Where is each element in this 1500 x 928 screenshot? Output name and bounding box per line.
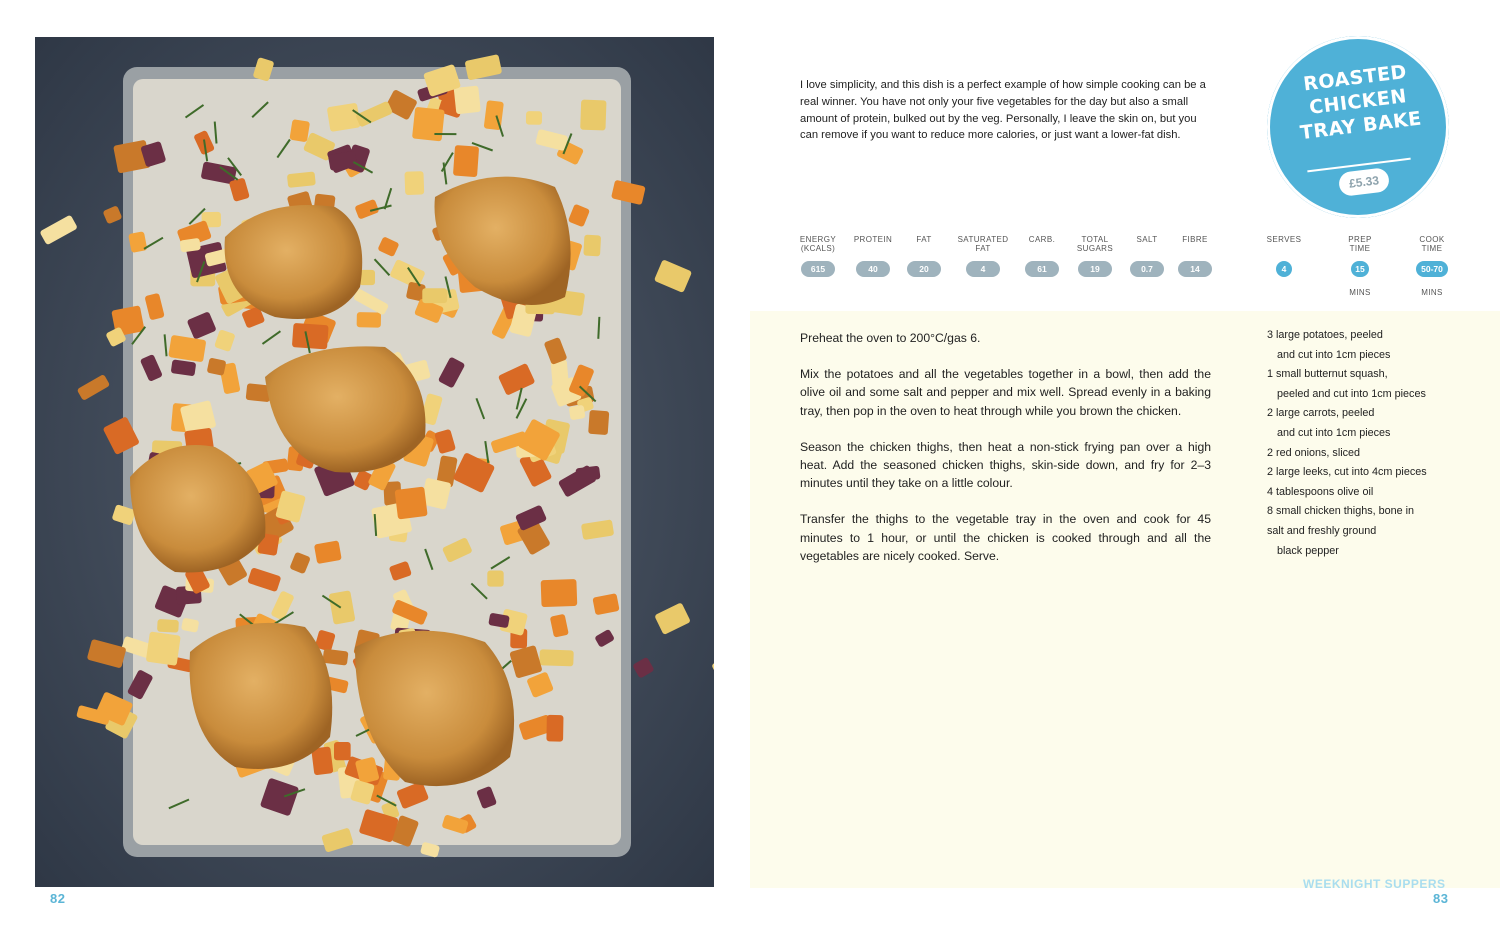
method-step: Transfer the thighs to the vegetable tray in the oven and cook for 45 minutes to 1 hour, or until the chicken is cooked through and all the vegetables are nicely cooked. Serve. xyxy=(800,512,1211,563)
ingredients-list xyxy=(1267,326,1467,561)
ingredient-line: 2 large leeks, cut into 4cm pieces xyxy=(1267,466,1427,479)
method-step: Season the chicken thighs, then heat a non-stick frying pan over a high heat. Add the seasoned chicken thighs, skin-side down, and fry for 2–3 minutes until they take on a little colour. xyxy=(800,439,1211,491)
serves xyxy=(1262,235,1306,277)
nutrition-label: ENERGY (KCALS) xyxy=(799,235,837,253)
nutrition-value: 61 xyxy=(1025,261,1059,277)
nutrition-fibre xyxy=(1175,235,1215,277)
nutrition-label: TOTAL SUGARS xyxy=(1076,235,1114,253)
nutrition-label: PROTEIN xyxy=(853,235,893,244)
cook-time-label: COOK TIME xyxy=(1419,235,1445,253)
method xyxy=(800,329,1211,583)
nutrition-value: 615 xyxy=(801,261,835,277)
ingredient-line: 2 red onions, sliced xyxy=(1267,446,1361,459)
cook-time xyxy=(1412,235,1452,297)
title-badge xyxy=(1267,36,1449,218)
ingredient-line: and cut into 1cm pieces xyxy=(1277,348,1391,361)
nutrition-value: 14 xyxy=(1178,261,1212,277)
nutrition-energy xyxy=(797,235,839,277)
nutrition-label: CARB. xyxy=(1028,235,1056,244)
prep-time-label: PREP TIME xyxy=(1348,235,1372,253)
nutrition-total-sugars xyxy=(1072,235,1118,277)
method-step: Preheat the oven to 200°C/gas 6. xyxy=(800,331,981,345)
nutrition-carb xyxy=(1022,235,1062,277)
nutrition-value: 19 xyxy=(1078,261,1112,277)
nutrition-value: 20 xyxy=(907,261,941,277)
prep-time xyxy=(1340,235,1380,297)
ingredient-line: 8 small chicken thighs, bone in xyxy=(1267,505,1415,518)
price-tag: £5.33 xyxy=(1338,167,1391,197)
recipe-photo xyxy=(35,37,714,887)
ingredient-line: 1 small butternut squash, xyxy=(1267,368,1388,381)
page-number-left: 82 xyxy=(50,891,66,906)
section-footer: WEEKNIGHT SUPPERS xyxy=(1303,877,1446,891)
method-step: Mix the potatoes and all the vegetables together in a bowl, then add the olive oil and some salt and pepper and mix well. Spread evenly in a baking tray, then pop in the oven to heat through while you brown the chicken. xyxy=(800,367,1211,418)
serves-label: SERVES xyxy=(1266,235,1302,244)
nutrition-saturated-fat xyxy=(954,235,1012,277)
nutrition-label: SATURATED FAT xyxy=(957,235,1009,253)
nutrition-label: FIBRE xyxy=(1182,235,1208,244)
serves-value: 4 xyxy=(1276,261,1292,277)
nutrition-label: FAT xyxy=(916,235,932,244)
ingredient-line: black pepper xyxy=(1277,544,1339,557)
ingredient-line: salt and freshly ground xyxy=(1267,524,1377,537)
cook-time-value: 50-70 xyxy=(1416,261,1448,277)
nutrition-value: 40 xyxy=(856,261,890,277)
ingredient-line: 4 tablespoons olive oil xyxy=(1267,485,1374,498)
nutrition-value: 0.7 xyxy=(1130,261,1164,277)
nutrition-protein xyxy=(850,235,896,277)
tray-bake-illustration xyxy=(35,37,714,887)
page-number-right: 83 xyxy=(1433,891,1449,906)
nutrition-salt xyxy=(1127,235,1167,277)
recipe-title: ROASTED CHICKEN TRAY BAKE xyxy=(1298,60,1423,145)
prep-time-unit: MINS xyxy=(1349,288,1371,297)
ingredient-line: peeled and cut into 1cm pieces xyxy=(1277,387,1426,400)
ingredient-line: 3 large potatoes, peeled xyxy=(1267,329,1383,341)
nutrition-label: SALT xyxy=(1136,235,1158,244)
recipe-intro: I love simplicity, and this dish is a perfect example of how simple cooking can be a real winner. You have not only your five vegetables for the day but also a small amount of protein, bulked out by the veg. Personally, I leave the skin on, but you can remove if you want to reduce more calories, or just want a lower-fat dish. xyxy=(800,79,1206,142)
ingredient-line: and cut into 1cm pieces xyxy=(1277,426,1391,439)
ingredient-line: 2 large carrots, peeled xyxy=(1267,407,1375,420)
nutrition-value: 4 xyxy=(966,261,1000,277)
prep-time-value: 15 xyxy=(1351,261,1369,277)
cook-time-unit: MINS xyxy=(1421,288,1443,297)
nutrition-fat xyxy=(905,235,943,277)
